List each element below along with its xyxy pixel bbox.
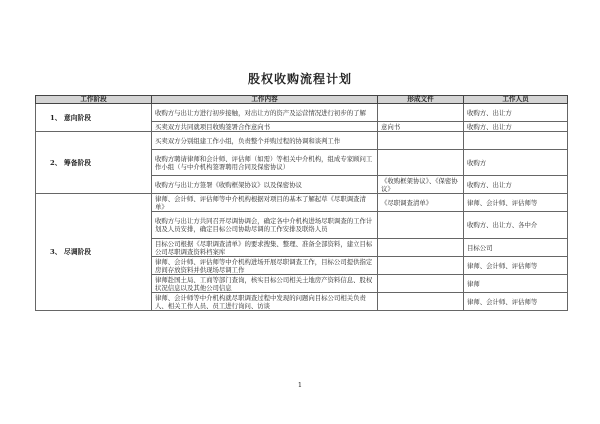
document-cell <box>378 257 464 275</box>
document-title: 股权收购流程计划 <box>247 72 352 86</box>
content-cell: 收购方聘请律师和会计师、评估师（如需）等相关中介机构，组成专家顾问工作小组（与中介机构签署聘用合同及保密协议） <box>152 150 378 176</box>
staff-cell: 律师、会计师、评估师等 <box>464 293 568 311</box>
staff-cell: 收购方、出让方 <box>464 122 568 132</box>
document-cell <box>378 104 464 122</box>
staff-cell <box>464 132 568 150</box>
header-staff: 工作人员 <box>464 96 568 104</box>
content-cell: 收购方与出让方共同召开尽调协调会，确定各中介机构进场尽职调查的工作计划及人员安排，确定目标公司协助尽调的工作安排及联络人员 <box>152 212 378 239</box>
table-row <box>36 132 568 150</box>
document-cell <box>378 293 464 311</box>
staff-cell: 目标公司 <box>464 239 568 257</box>
page-number: 1 <box>297 381 303 389</box>
staff-cell: 收购方、出让方 <box>464 104 568 122</box>
staff-cell: 收购方、出让方、各中介 <box>464 212 568 239</box>
staff-cell: 律师、会计师、评估师等 <box>464 257 568 275</box>
document-cell <box>378 150 464 176</box>
content-cell: 律师、会计师、评估师等中介机构进场开展尽职调查工作，目标公司提供指定房间存放资料并供现场尽调工作 <box>152 257 378 275</box>
document-cell <box>378 239 464 257</box>
stage-label: 2、 筹备阶段 <box>36 132 152 194</box>
content-cell: 买卖双方分别组建工作小组，负责整个并购过程的协调和谈判工作 <box>152 132 378 150</box>
content-cell: 目标公司根据《尽职调查清单》的要求搜集、整理、准备全部资料，建立目标公司尽职调查资料档案库 <box>152 239 378 257</box>
stage-label: 3、 尽调阶段 <box>36 194 152 311</box>
content-cell: 律师、会计师、评估师等中介机构根据对项目的基本了解起草《尽职调查清单》 <box>152 194 378 212</box>
content-cell: 收购方与出让方签署《收购框架协议》以及保密协议 <box>152 176 378 194</box>
table-header-row <box>36 96 568 104</box>
staff-cell: 律师 <box>464 275 568 293</box>
document-cell <box>378 212 464 239</box>
content-cell: 买卖双方共同就项目收购签署合作意向书 <box>152 122 378 132</box>
staff-cell: 律师、会计师、评估师等 <box>464 194 568 212</box>
table-row <box>36 194 568 212</box>
stage-label: 1、 意向阶段 <box>36 104 152 132</box>
document-cell: 《尽职调查清单》 <box>378 194 464 212</box>
document-cell <box>378 275 464 293</box>
acquisition-plan-table <box>35 95 568 311</box>
header-stage: 工作阶段 <box>36 96 152 104</box>
content-cell: 收购方与出让方进行初步接触，对出让方的资产及运营情况进行初步的了解 <box>152 104 378 122</box>
document-cell <box>378 132 464 150</box>
content-cell: 律师、会计师等中介机构就尽职调查过程中发现的问题向目标公司相关负责人、相关工作人员、员工进行询问、访谈 <box>152 293 378 311</box>
table-row <box>36 104 568 122</box>
header-content: 工作内容 <box>152 96 378 104</box>
staff-cell: 收购方 <box>464 150 568 176</box>
header-document: 形成文件 <box>378 96 464 104</box>
document-cell: 《收购框架协议》、《保密协议》 <box>378 176 464 194</box>
content-cell: 律师赴国土局、工商等部门查询，核实目标公司相关土地房产资料信息、股权状况信息以及其他公司信息 <box>152 275 378 293</box>
document-cell: 意向书 <box>378 122 464 132</box>
staff-cell: 收购方、出让方 <box>464 176 568 194</box>
